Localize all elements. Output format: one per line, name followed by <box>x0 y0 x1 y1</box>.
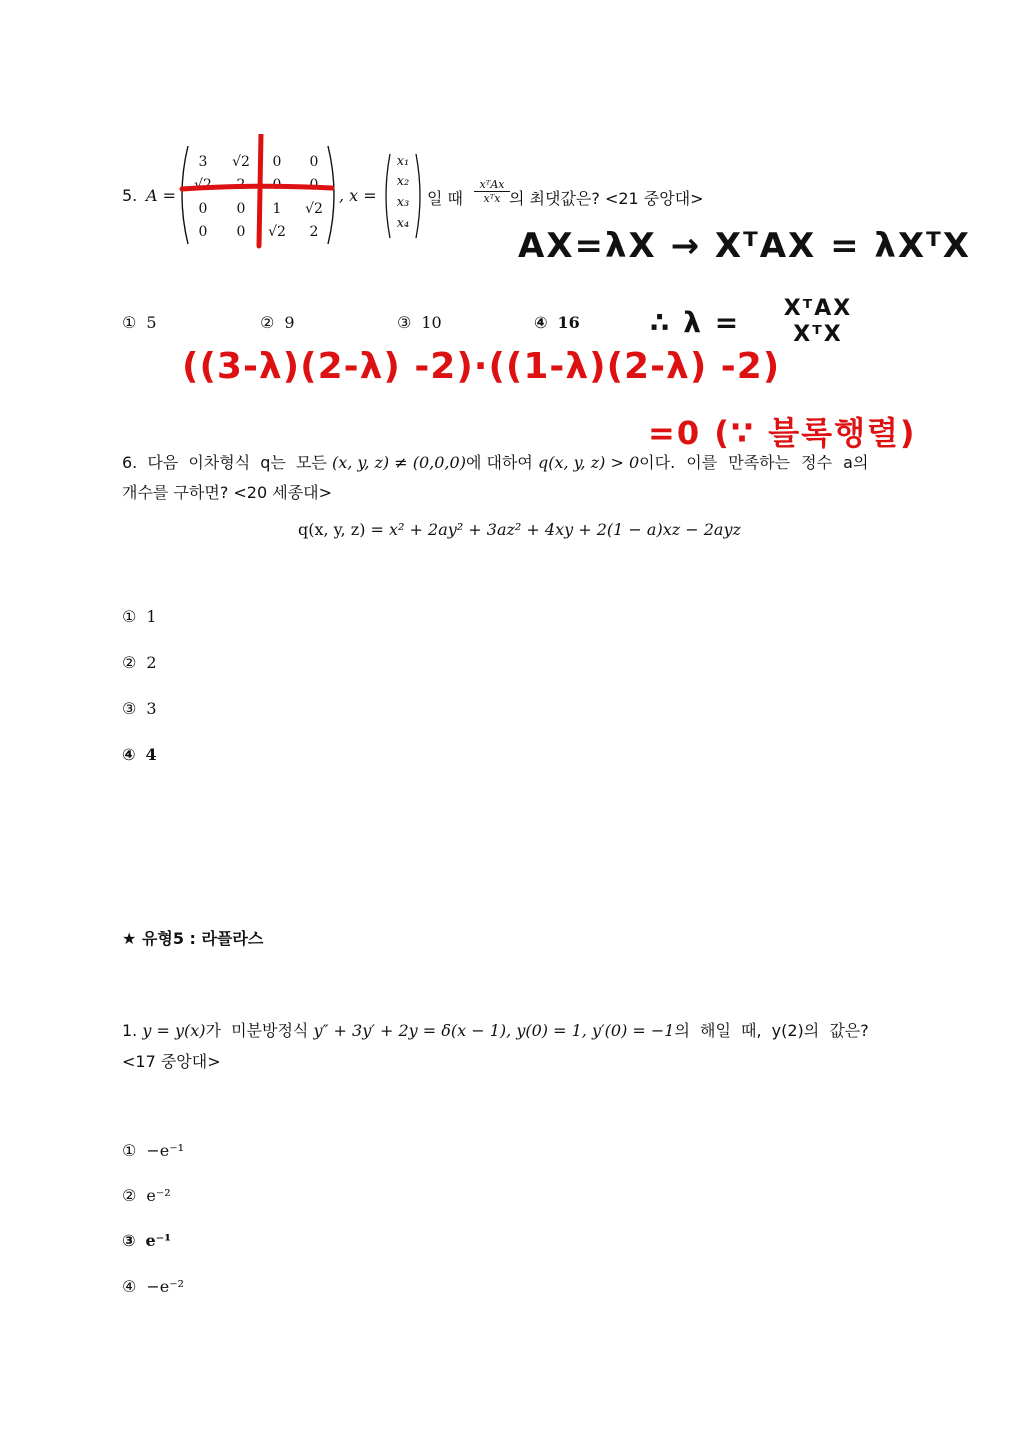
choice-mark: ① <box>122 607 137 626</box>
q5-choice-4[interactable] <box>534 313 580 332</box>
star-icon: ★ <box>122 929 137 948</box>
matrix-a <box>176 140 340 250</box>
q6-choice-3[interactable] <box>122 699 157 718</box>
choice-mark: ① <box>122 1141 137 1160</box>
handwritten-block-matrix-note: =0 (∵ 블록행렬) <box>648 414 917 452</box>
matrix-cell: √2 <box>305 201 323 217</box>
matrix-cell: 2 <box>309 224 319 240</box>
choice-mark: ① <box>122 313 137 332</box>
choice-value: 4 <box>145 745 157 764</box>
q5-choice-1[interactable] <box>122 313 157 332</box>
q1-choice-1[interactable] <box>122 1141 184 1160</box>
q6-choice-4[interactable] <box>122 745 157 764</box>
q5-when: 일 때 <box>427 189 463 208</box>
vector-entry: x₂ <box>396 174 410 189</box>
q1-function: y = y(x) <box>142 1021 206 1040</box>
matrix-cell: 2 <box>236 177 246 193</box>
choice-mark: ② <box>260 313 275 332</box>
matrix-cell: 0 <box>198 201 208 217</box>
q1-choice-4[interactable] <box>122 1277 184 1296</box>
q6-text-b: 에 대하여 <box>465 453 533 472</box>
q5-question: 의 최댓값은? <21 중앙대> <box>509 189 704 208</box>
handwritten-characteristic-equation: ((3-λ)(2-λ) -2)·((1-λ)(2-λ) -2) <box>182 346 781 387</box>
q5-x-equals: , x = <box>339 186 377 205</box>
q6-formula-rhs: x² + 2ay² + 3az² + 4xy + 2(1 − a)xz − 2ayz <box>389 520 741 539</box>
q6-line1 <box>122 450 868 473</box>
q1-text-a: 가 미분방정식 <box>205 1021 309 1040</box>
fraction-numerator: xᵀAx <box>474 178 510 192</box>
choice-mark: ④ <box>534 313 548 332</box>
q6-text-a: 6. 다음 이차형식 q는 모든 <box>122 453 327 472</box>
choice-value: 1 <box>146 607 157 626</box>
q1-text-b: 의 해일 때, y(2)의 값은? <box>674 1021 869 1040</box>
matrix-cell: 0 <box>309 177 319 193</box>
choice-value: 9 <box>284 313 295 332</box>
q6-positivity: q(x, y, z) > 0 <box>537 453 640 472</box>
section-title: 유형5 : 라플라스 <box>141 929 264 948</box>
handwritten-rayleigh-fraction <box>776 296 860 348</box>
matrix-cell: 0 <box>198 224 208 240</box>
section-heading <box>122 926 263 949</box>
q6-text-c: 이다. 이를 만족하는 정수 a의 <box>639 453 869 472</box>
matrix-cell: 1 <box>272 201 282 217</box>
q1-choice-2[interactable] <box>122 1186 171 1205</box>
matrix-cell: √2 <box>232 154 250 170</box>
choice-value: e⁻¹ <box>145 1231 172 1250</box>
block-partition-mark <box>176 134 340 254</box>
matrix-cell: 3 <box>198 154 208 170</box>
handwritten-eigen-relation: AX=λX → XᵀAX = λXᵀX <box>518 226 971 266</box>
choice-value: e⁻² <box>146 1186 171 1205</box>
matrix-cell: √2 <box>268 224 286 240</box>
vector-entry: x₃ <box>396 195 410 210</box>
choice-value: −e⁻² <box>146 1277 185 1296</box>
handwritten-lambda-label: ∴ λ = <box>650 306 741 339</box>
choice-value: 5 <box>146 313 157 332</box>
choice-value: 3 <box>146 699 157 718</box>
vector-entry: x₄ <box>396 216 410 231</box>
q6-choice-1[interactable] <box>122 607 157 626</box>
q5-choice-2[interactable] <box>260 313 295 332</box>
rayleigh-fraction <box>474 178 510 205</box>
handwritten-numerator: XᵀAX <box>783 296 853 321</box>
choice-mark: ③ <box>122 1231 136 1250</box>
q6-choice-2[interactable] <box>122 653 157 672</box>
q6-formula <box>298 520 741 539</box>
choice-mark: ② <box>122 653 137 672</box>
q1-number: 1. <box>122 1021 138 1040</box>
q5-choice-3[interactable] <box>397 313 442 332</box>
matrix-cell: 0 <box>309 154 319 170</box>
q5-number: 5. <box>122 186 138 205</box>
matrix-cell: 0 <box>272 177 282 193</box>
fraction-denominator: xᵀx <box>483 192 501 205</box>
q1-ode: y″ + 3y′ + 2y = δ(x − 1), y(0) = 1, y′(0) = −1 <box>313 1021 675 1040</box>
choice-mark: ④ <box>122 745 136 764</box>
choice-mark: ③ <box>397 313 412 332</box>
choice-value: 2 <box>146 653 157 672</box>
q1-line2: <17 중앙대> <box>122 1052 221 1071</box>
matrix-cell: √2 <box>194 177 212 193</box>
vector-entry: x₁ <box>396 154 410 169</box>
matrix-cell: 0 <box>272 154 282 170</box>
q6-condition: (x, y, z) ≠ (0,0,0) <box>331 453 466 472</box>
matrix-cell: 0 <box>236 224 246 240</box>
q1-choice-3[interactable] <box>122 1231 171 1250</box>
choice-mark: ③ <box>122 699 137 718</box>
choice-value: 10 <box>421 313 442 332</box>
handwritten-denominator: XᵀX <box>793 322 843 347</box>
choice-value: 16 <box>557 313 580 332</box>
matrix-cell: 0 <box>236 201 246 217</box>
q6-line2: 개수를 구하면? <20 세종대> <box>122 483 333 502</box>
q5-lhs: A = <box>146 186 177 205</box>
choice-value: −e⁻¹ <box>146 1141 185 1160</box>
q6-formula-lhs: q(x, y, z) = <box>298 520 390 539</box>
q1-line1 <box>122 1018 869 1041</box>
vector-x <box>382 150 424 242</box>
choice-mark: ② <box>122 1186 137 1205</box>
choice-mark: ④ <box>122 1277 137 1296</box>
